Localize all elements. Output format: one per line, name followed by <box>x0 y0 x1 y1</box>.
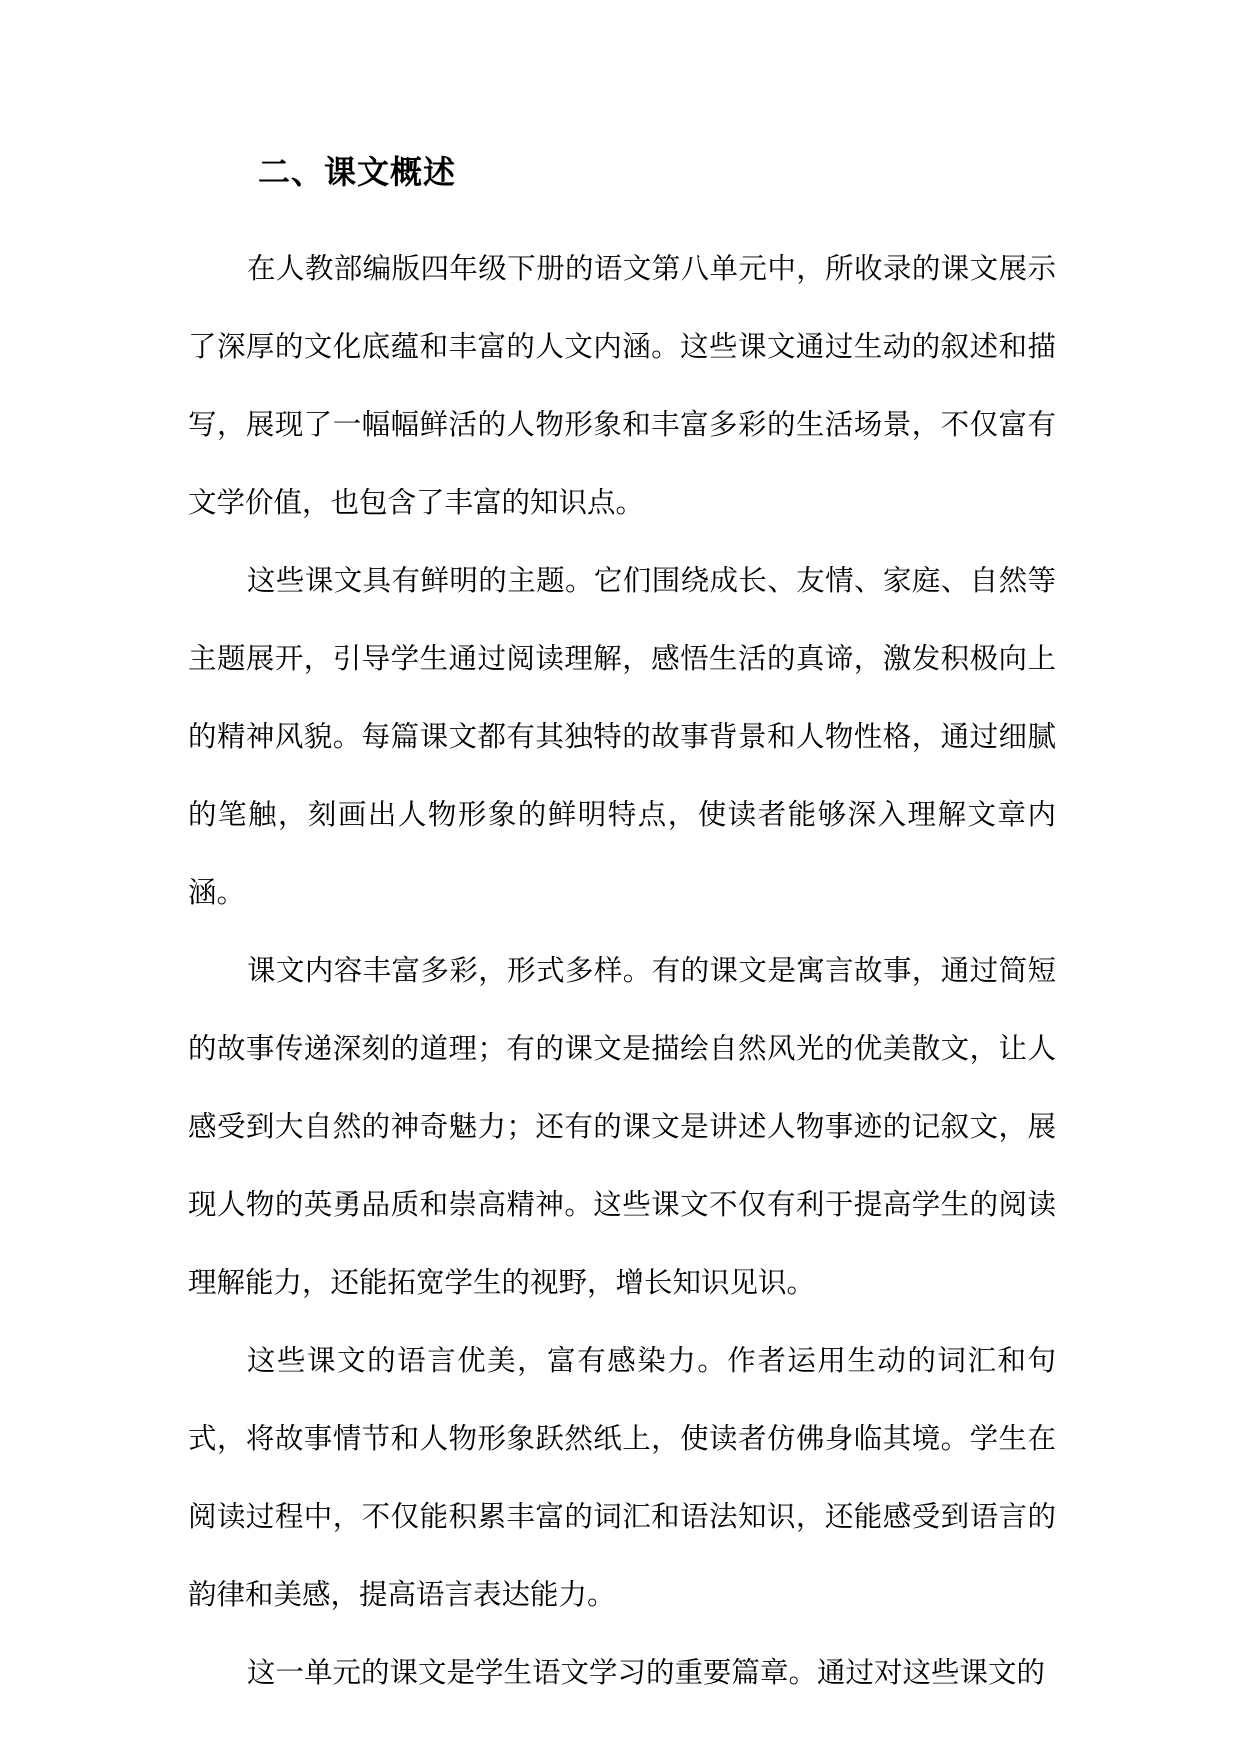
paragraph-4: 这些课文的语言优美，富有感染力。作者运用生动的词汇和句式，将故事情节和人物形象跃然纸上，使读者仿佛身临其境。学生在阅读过程中，不仅能积累丰富的词汇和语法知识，还能感受到语言的韵律和美感，提高语言表达能力。 <box>188 1344 1056 1611</box>
paragraph-5: 这一单元的课文是学生语文学习的重要篇章。通过对这些课文的 <box>247 1656 1046 1689</box>
paragraph-1: 在人教部编版四年级下册的语文第八单元中，所收录的课文展示了深厚的文化底蕴和丰富的人文内涵。这些课文通过生动的叙述和描写，展现了一幅幅鲜活的人物形象和丰富多彩的生活场景，不仅富有文学价值，也包含了丰富的知识点。 <box>188 252 1056 519</box>
paragraph-3: 课文内容丰富多彩，形式多样。有的课文是寓言故事，通过简短的故事传递深刻的道理；有的课文是描绘自然风光的优美散文，让人感受到大自然的神奇魅力；还有的课文是讲述人物事迹的记叙文，展现人物的英勇品质和崇高精神。这些课文不仅有利于提高学生的阅读理解能力，还能拓宽学生的视野，增长知识见识。 <box>188 954 1056 1299</box>
paragraph-2: 这些课文具有鲜明的主题。它们围绕成长、友情、家庭、自然等主题展开，引导学生通过阅读理解，感悟生活的真谛，激发积极向上的精神风貌。每篇课文都有其独特的故事背景和人物性格，通过细腻的笔触，刻画出人物形象的鲜明特点，使读者能够深入理解文章内涵。 <box>188 564 1056 909</box>
section-heading: 二、课文概述 <box>258 153 457 191</box>
document-body <box>188 230 1056 1712</box>
